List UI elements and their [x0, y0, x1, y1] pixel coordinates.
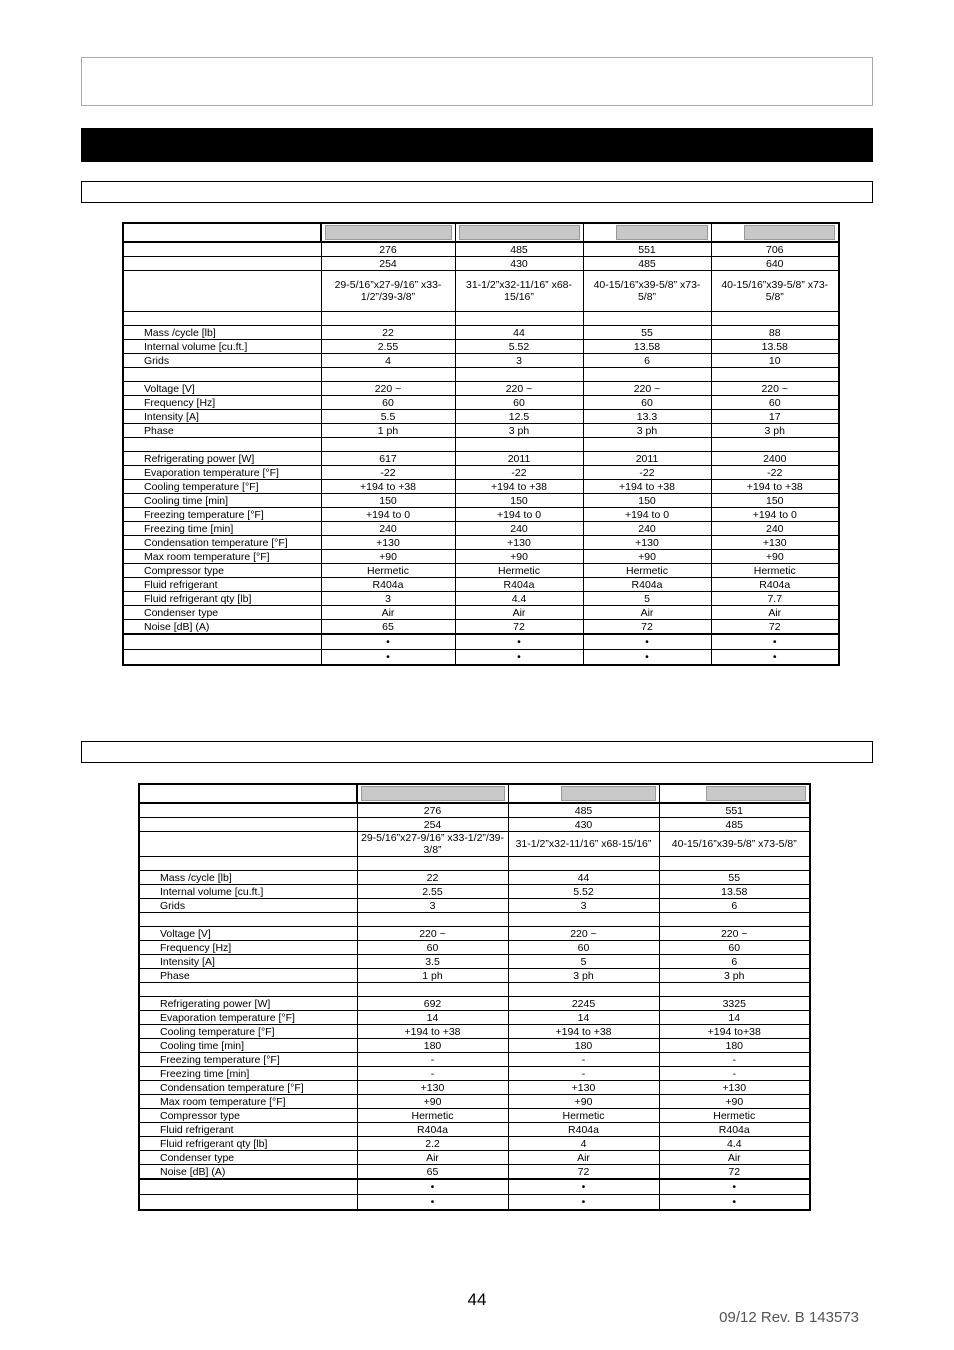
row-label: Phase [139, 969, 357, 983]
table-row-mass [139, 871, 810, 885]
row-label: Voltage [V] [123, 382, 321, 396]
cell: Air [357, 1151, 508, 1165]
table-row-grids [123, 354, 839, 368]
cell: 220 ~ [321, 382, 455, 396]
subsection-box-2 [81, 741, 873, 763]
row-label: Condenser type [139, 1151, 357, 1165]
cell: 88 [711, 326, 839, 340]
cell: 485 [508, 803, 659, 818]
table-row-voltage [139, 927, 810, 941]
cell: -22 [321, 466, 455, 480]
footer-revision: 09/12 Rev. B 143573 [719, 1309, 859, 1326]
bullet-mark: • [508, 1179, 659, 1195]
cell: 3 [321, 592, 455, 606]
table-row-comp [123, 564, 839, 578]
cell: 220 ~ [508, 927, 659, 941]
table-row-noise [139, 1165, 810, 1180]
table-row-bullet [139, 1179, 810, 1195]
row-label: Refrigerating power [W] [139, 997, 357, 1011]
cell: R404a [321, 578, 455, 592]
cell: 60 [583, 396, 711, 410]
table-row-cooltemp [139, 1025, 810, 1039]
cell: 65 [357, 1165, 508, 1180]
cell: +90 [583, 550, 711, 564]
cell: 240 [455, 522, 583, 536]
row-label: Voltage [V] [139, 927, 357, 941]
table-row-freezetemp [123, 508, 839, 522]
cell: +194 to 0 [455, 508, 583, 522]
cell: 22 [357, 871, 508, 885]
cell: 485 [455, 242, 583, 257]
cell: 3 ph [711, 424, 839, 438]
cell: 10 [711, 354, 839, 368]
table-row-cond [123, 536, 839, 550]
cell: +194 to 0 [321, 508, 455, 522]
table-row-cooltime [139, 1039, 810, 1053]
cell: - [659, 1053, 810, 1067]
bullet-mark: • [659, 1179, 810, 1195]
model-header [659, 784, 810, 803]
table-row-frequency [123, 396, 839, 410]
cell: 3325 [659, 997, 810, 1011]
cell: 3 ph [583, 424, 711, 438]
cell: 254 [321, 257, 455, 271]
cell: 72 [455, 620, 583, 635]
cell: Hermetic [711, 564, 839, 578]
cell: Hermetic [357, 1109, 508, 1123]
cell: 240 [583, 522, 711, 536]
cell: 17 [711, 410, 839, 424]
table-row-fluid [139, 1123, 810, 1137]
cell: R404a [711, 578, 839, 592]
row-label: Internal volume [cu.ft.] [123, 340, 321, 354]
cell: 5 [583, 592, 711, 606]
cell: 3 ph [508, 969, 659, 983]
row-label: Evaporation temperature [°F] [139, 1011, 357, 1025]
cell: 2245 [508, 997, 659, 1011]
table-row-spacer [139, 983, 810, 997]
cell: 180 [357, 1039, 508, 1053]
cell: 60 [455, 396, 583, 410]
table-row-mass [123, 326, 839, 340]
cell: R404a [357, 1123, 508, 1137]
table-row-maxroom [139, 1095, 810, 1109]
cell: 14 [508, 1011, 659, 1025]
spec-table-blast-chiller-freezer [122, 222, 840, 666]
row-label: Phase [123, 424, 321, 438]
cell: +130 [357, 1081, 508, 1095]
table-row-refpower [139, 997, 810, 1011]
cell: 180 [659, 1039, 810, 1053]
model-header [455, 223, 583, 242]
table-row-refpower [123, 452, 839, 466]
table-row-bullet [123, 634, 839, 650]
cell: +90 [508, 1095, 659, 1109]
table-row-condtype [139, 1151, 810, 1165]
cell: 72 [508, 1165, 659, 1180]
table-row [139, 818, 810, 832]
cell: 5.5 [321, 410, 455, 424]
row-label: Evaporation temperature [°F] [123, 466, 321, 480]
row-label: Cooling time [min] [139, 1039, 357, 1053]
cell: Hermetic [321, 564, 455, 578]
table-row-spacer [139, 857, 810, 871]
row-label: Fluid refrigerant qty [lb] [139, 1137, 357, 1151]
cell: 72 [583, 620, 711, 635]
cell: +90 [711, 550, 839, 564]
cell: Air [659, 1151, 810, 1165]
cell: 6 [583, 354, 711, 368]
table-row-fluid [123, 578, 839, 592]
table-row-spacer [139, 913, 810, 927]
cell: R404a [583, 578, 711, 592]
table-row-intensity [123, 410, 839, 424]
cell: -22 [711, 466, 839, 480]
table-row-cond [139, 1081, 810, 1095]
table-header [139, 784, 810, 803]
cell: 12.5 [455, 410, 583, 424]
cell: 40-15/16”x39-5/8” x73-5/8” [659, 832, 810, 857]
bullet-mark: • [659, 1195, 810, 1211]
model-header [357, 784, 508, 803]
cell: 13.3 [583, 410, 711, 424]
cell: 60 [711, 396, 839, 410]
cell: 254 [357, 818, 508, 832]
row-label: Mass /cycle [lb] [123, 326, 321, 340]
bullet-mark: • [455, 634, 583, 650]
cell: 1 ph [357, 969, 508, 983]
row-label: Noise [dB] (A) [139, 1165, 357, 1180]
table-row-spacer [123, 438, 839, 452]
cell: 72 [711, 620, 839, 635]
cell: +194 to 0 [711, 508, 839, 522]
cell: +194 to+38 [659, 1025, 810, 1039]
table-row-spacer [123, 368, 839, 382]
bullet-mark: • [583, 634, 711, 650]
cell: - [357, 1053, 508, 1067]
cell: 44 [455, 326, 583, 340]
cell: +194 to +38 [711, 480, 839, 494]
cell: 3 [357, 899, 508, 913]
row-label: Intensity [A] [139, 955, 357, 969]
section-title-bar [81, 128, 873, 162]
table-row [123, 242, 839, 257]
cell: 3 ph [455, 424, 583, 438]
cell: Air [455, 606, 583, 620]
cell: 4.4 [659, 1137, 810, 1151]
row-label: Intensity [A] [123, 410, 321, 424]
subsection-box-1 [81, 181, 873, 203]
cell: 60 [357, 941, 508, 955]
cell: 60 [659, 941, 810, 955]
table-row-fluidqty [123, 592, 839, 606]
row-label: Frequency [Hz] [123, 396, 321, 410]
cell: 72 [659, 1165, 810, 1180]
table-row-intensity [139, 955, 810, 969]
cell: Air [711, 606, 839, 620]
row-label: Compressor type [139, 1109, 357, 1123]
table-row-grids [139, 899, 810, 913]
cell: 150 [321, 494, 455, 508]
cell: 2011 [455, 452, 583, 466]
cell: 430 [508, 818, 659, 832]
row-label: Condensation temperature [°F] [139, 1081, 357, 1095]
table-header [123, 223, 839, 242]
cell: +130 [321, 536, 455, 550]
cell: 31-1/2”x32-11/16” x68-15/16” [455, 271, 583, 312]
row-label: Grids [139, 899, 357, 913]
table-row [123, 257, 839, 271]
table-row-cooltime [123, 494, 839, 508]
cell: 551 [583, 242, 711, 257]
cell: R404a [508, 1123, 659, 1137]
cell: +90 [357, 1095, 508, 1109]
cell: -22 [583, 466, 711, 480]
bullet-mark: • [455, 650, 583, 666]
cell: 5 [508, 955, 659, 969]
cell: Hermetic [455, 564, 583, 578]
bullet-mark: • [711, 650, 839, 666]
cell: 150 [455, 494, 583, 508]
row-label: Compressor type [123, 564, 321, 578]
cell: - [659, 1067, 810, 1081]
cell: 7.7 [711, 592, 839, 606]
row-label: Max room temperature [°F] [123, 550, 321, 564]
row-label: Freezing time [min] [139, 1067, 357, 1081]
table-row-noise [123, 620, 839, 635]
cell: - [357, 1067, 508, 1081]
cell: 240 [321, 522, 455, 536]
cell: 44 [508, 871, 659, 885]
table-row [139, 803, 810, 818]
model-header [583, 223, 711, 242]
bullet-mark: • [357, 1195, 508, 1211]
cell: 6 [659, 955, 810, 969]
table-row-fluidqty [139, 1137, 810, 1151]
cell: 2.55 [321, 340, 455, 354]
cell: 551 [659, 803, 810, 818]
cell: Hermetic [508, 1109, 659, 1123]
bullet-mark: • [357, 1179, 508, 1195]
cell: 220 ~ [659, 927, 810, 941]
cell: 3 [455, 354, 583, 368]
row-label: Internal volume [cu.ft.] [139, 885, 357, 899]
cell: 150 [583, 494, 711, 508]
row-label: Cooling temperature [°F] [139, 1025, 357, 1039]
cell: +90 [659, 1095, 810, 1109]
cell: 65 [321, 620, 455, 635]
cell: 240 [711, 522, 839, 536]
cell: 5.52 [455, 340, 583, 354]
row-label: Fluid refrigerant [123, 578, 321, 592]
row-label: Freezing temperature [°F] [139, 1053, 357, 1067]
bullet-mark: • [583, 650, 711, 666]
cell: +90 [321, 550, 455, 564]
table-row-voltage [123, 382, 839, 396]
bullet-mark: • [508, 1195, 659, 1211]
header-label-cell [139, 784, 357, 803]
spec-table-blast-chiller [138, 783, 811, 1211]
bullet-mark: • [321, 650, 455, 666]
cell: +130 [659, 1081, 810, 1095]
row-label: Noise [dB] (A) [123, 620, 321, 635]
cell: 220 ~ [357, 927, 508, 941]
bullet-mark: • [711, 634, 839, 650]
row-label: Refrigerating power [W] [123, 452, 321, 466]
cell: 706 [711, 242, 839, 257]
table-row-bullet [123, 650, 839, 666]
cell: 2.2 [357, 1137, 508, 1151]
cell: 2400 [711, 452, 839, 466]
table-row-dimensions [139, 832, 810, 857]
cell: +130 [711, 536, 839, 550]
table-row-phase [123, 424, 839, 438]
header-box [81, 57, 873, 106]
row-label: Max room temperature [°F] [139, 1095, 357, 1109]
cell: Hermetic [659, 1109, 810, 1123]
cell: 430 [455, 257, 583, 271]
cell: 31-1/2”x32-11/16” x68-15/16” [508, 832, 659, 857]
row-label: Condenser type [123, 606, 321, 620]
cell: Air [321, 606, 455, 620]
cell: 692 [357, 997, 508, 1011]
cell: 40-15/16”x39-5/8” x73-5/8” [583, 271, 711, 312]
table-row-phase [139, 969, 810, 983]
table-row-freezetime [139, 1067, 810, 1081]
cell: +194 to +38 [357, 1025, 508, 1039]
table-row-freezetemp [139, 1053, 810, 1067]
table-row-volume [139, 885, 810, 899]
cell: +130 [508, 1081, 659, 1095]
cell: +90 [455, 550, 583, 564]
bullet-mark: • [321, 634, 455, 650]
row-label: Grids [123, 354, 321, 368]
cell: 4.4 [455, 592, 583, 606]
cell: 3 ph [659, 969, 810, 983]
cell: 2011 [583, 452, 711, 466]
table-row-comp [139, 1109, 810, 1123]
cell: 3.5 [357, 955, 508, 969]
cell: 14 [659, 1011, 810, 1025]
row-label: Freezing time [min] [123, 522, 321, 536]
table-row-maxroom [123, 550, 839, 564]
cell: 55 [659, 871, 810, 885]
cell: 485 [659, 818, 810, 832]
cell: 13.58 [659, 885, 810, 899]
cell: 14 [357, 1011, 508, 1025]
cell: +130 [455, 536, 583, 550]
row-label: Cooling time [min] [123, 494, 321, 508]
cell: 220 ~ [711, 382, 839, 396]
cell: 4 [508, 1137, 659, 1151]
table-row-cooltemp [123, 480, 839, 494]
cell: 2.55 [357, 885, 508, 899]
cell: 60 [508, 941, 659, 955]
cell: - [508, 1053, 659, 1067]
cell: R404a [455, 578, 583, 592]
table-row-evap [139, 1011, 810, 1025]
cell: Air [583, 606, 711, 620]
cell: 220 ~ [455, 382, 583, 396]
cell: 276 [357, 803, 508, 818]
cell: 6 [659, 899, 810, 913]
cell: 276 [321, 242, 455, 257]
table-row-condtype [123, 606, 839, 620]
page-number: 44 [467, 1290, 487, 1309]
cell: 485 [583, 257, 711, 271]
model-header [711, 223, 839, 242]
cell: +130 [583, 536, 711, 550]
cell: -22 [455, 466, 583, 480]
row-label: Mass /cycle [lb] [139, 871, 357, 885]
cell: 40-15/16”x39-5/8” x73-5/8” [711, 271, 839, 312]
row-label: Condensation temperature [°F] [123, 536, 321, 550]
cell: +194 to 0 [583, 508, 711, 522]
cell: 29-5/16”x27-9/16” x33-1/2”/39-3/8” [357, 832, 508, 857]
table-row-bullet [139, 1195, 810, 1211]
cell: 3 [508, 899, 659, 913]
cell: 55 [583, 326, 711, 340]
cell: 60 [321, 396, 455, 410]
table-row-frequency [139, 941, 810, 955]
table-row-freezetime [123, 522, 839, 536]
header-label-cell [123, 223, 321, 242]
model-header [508, 784, 659, 803]
cell: 617 [321, 452, 455, 466]
cell: 180 [508, 1039, 659, 1053]
table-row-spacer [123, 312, 839, 326]
row-label: Frequency [Hz] [139, 941, 357, 955]
cell: 220 ~ [583, 382, 711, 396]
cell: Air [508, 1151, 659, 1165]
cell: 150 [711, 494, 839, 508]
cell: +194 to +38 [508, 1025, 659, 1039]
cell: 22 [321, 326, 455, 340]
cell: 4 [321, 354, 455, 368]
cell: 13.58 [583, 340, 711, 354]
table-row-evap [123, 466, 839, 480]
cell: +194 to +38 [321, 480, 455, 494]
row-label: Cooling temperature [°F] [123, 480, 321, 494]
cell: +194 to +38 [583, 480, 711, 494]
cell: 13.58 [711, 340, 839, 354]
cell: 29-5/16”x27-9/16” x33-1/2”/39-3/8” [321, 271, 455, 312]
model-header [321, 223, 455, 242]
cell: +194 to +38 [455, 480, 583, 494]
table-row-dimensions [123, 271, 839, 312]
cell: R404a [659, 1123, 810, 1137]
row-label: Freezing temperature [°F] [123, 508, 321, 522]
row-label: Fluid refrigerant qty [lb] [123, 592, 321, 606]
cell: - [508, 1067, 659, 1081]
cell: 640 [711, 257, 839, 271]
cell: 1 ph [321, 424, 455, 438]
table-row-volume [123, 340, 839, 354]
cell: 5.52 [508, 885, 659, 899]
cell: Hermetic [583, 564, 711, 578]
row-label: Fluid refrigerant [139, 1123, 357, 1137]
